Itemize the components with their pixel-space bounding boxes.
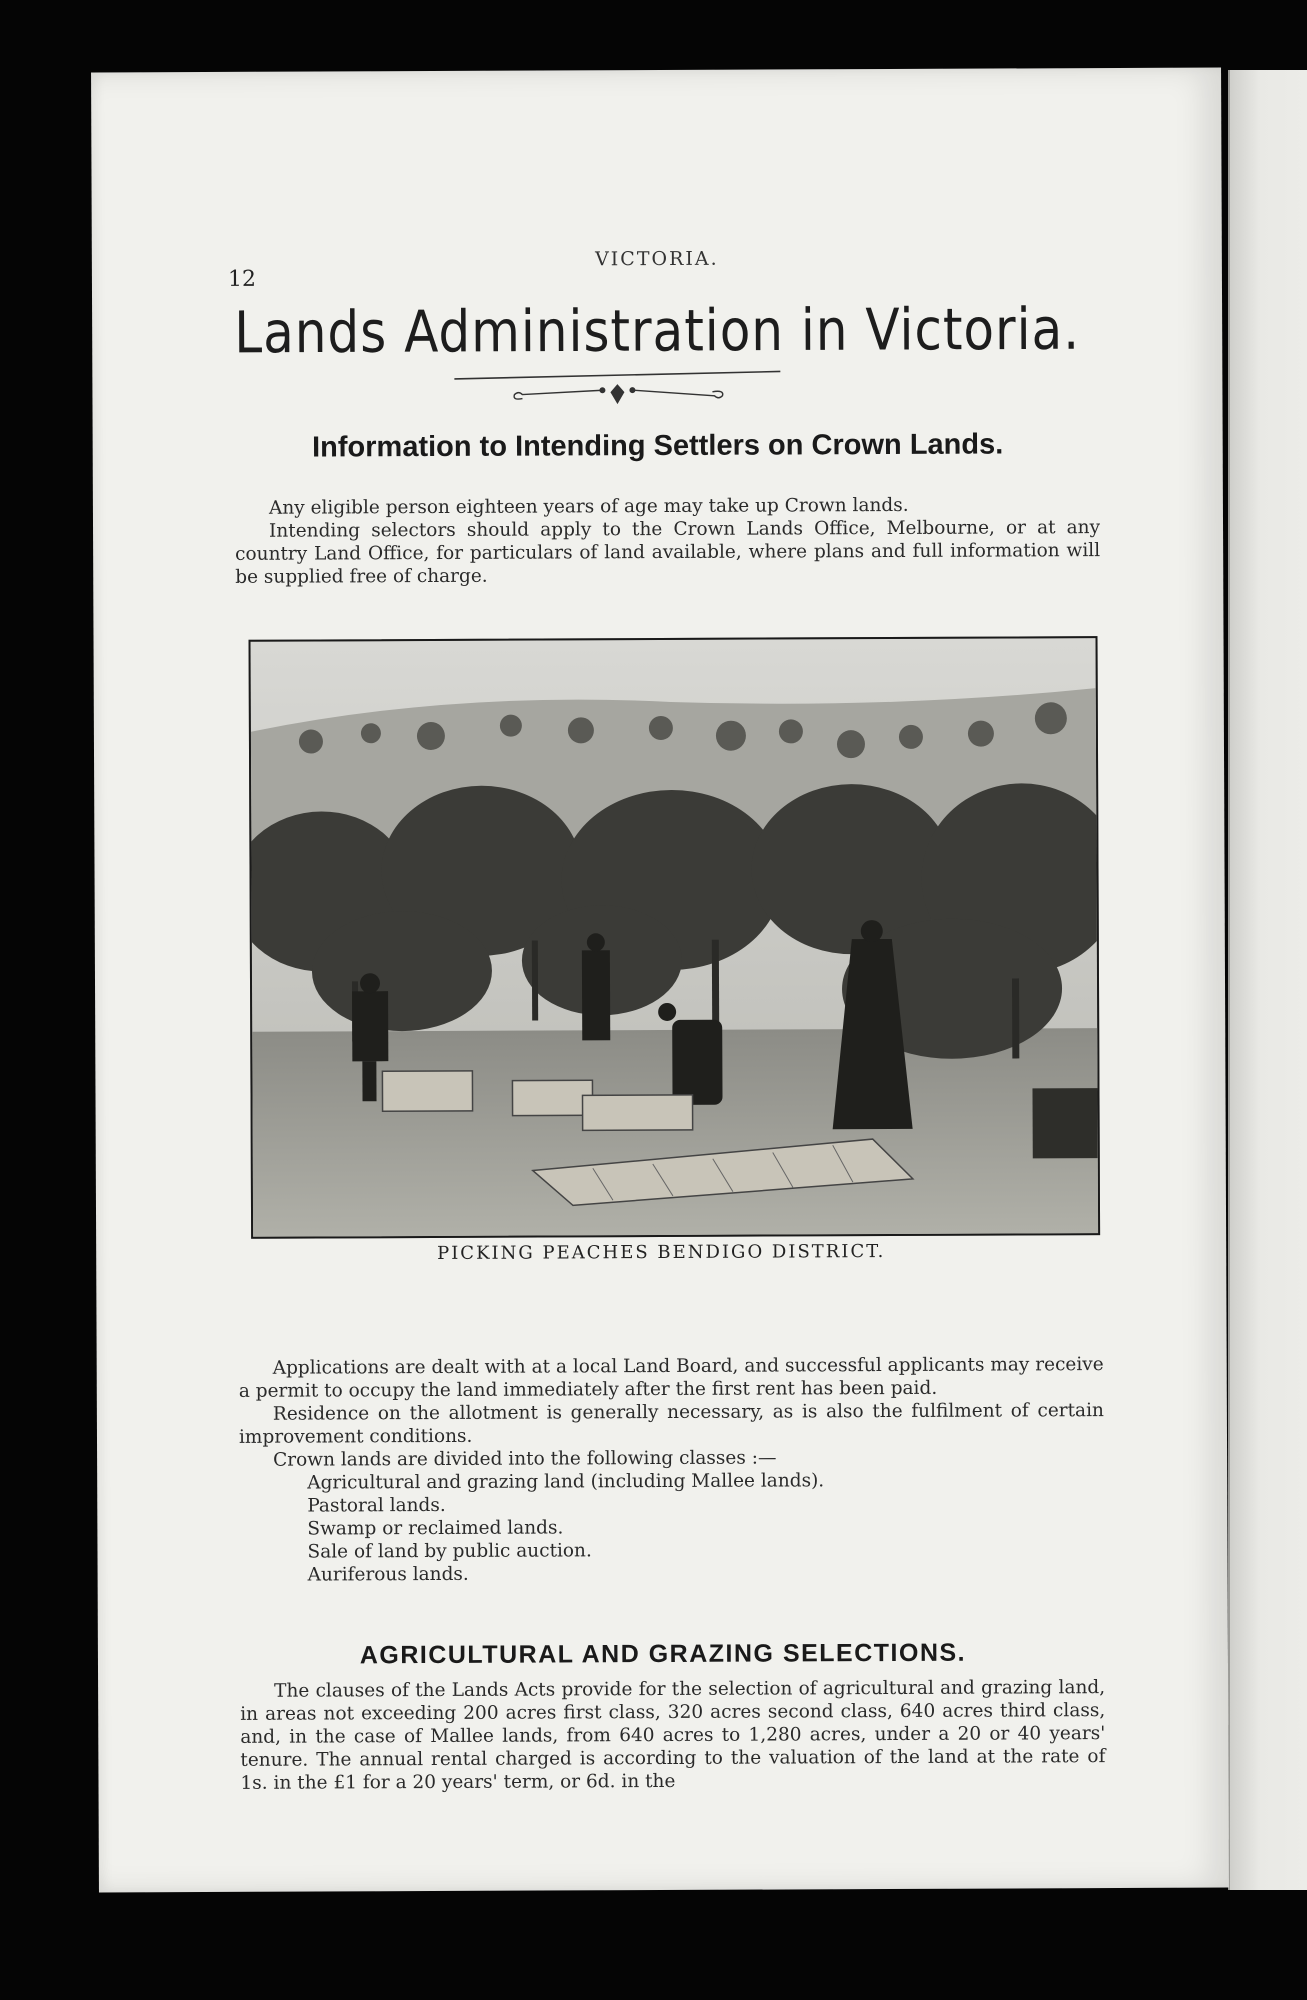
agricultural-text xyxy=(240,1676,1105,1795)
list-item: Swamp or reclaimed lands. xyxy=(307,1517,564,1540)
orchard-photograph xyxy=(249,636,1101,1239)
list-item: Agricultural and grazing land (including Mallee lands). xyxy=(307,1470,825,1494)
section-heading-agricultural: AGRICULTURAL AND GRAZING SELECTIONS. xyxy=(359,1638,967,1670)
page-title: Lands Administration in Victoria. xyxy=(234,295,1081,367)
paragraph: Applications are dealt with at a local Land Board, and successful applicants may receive a permit to occupy the land immediately after the first rent has been paid. xyxy=(238,1354,1104,1402)
list-item: Auriferous lands. xyxy=(307,1563,469,1586)
title-ornament xyxy=(452,369,782,420)
intro-text xyxy=(235,493,1100,589)
land-classes-list xyxy=(239,1468,1104,1587)
running-head: VICTORIA. xyxy=(595,247,719,271)
paragraph: Intending selectors should apply to the Crown Lands Office, Melbourne, or at any country Land Office, for particulars of land available, where plans and full information will be supplied free of charge. xyxy=(235,517,1101,588)
next-page-edge xyxy=(1228,70,1307,1890)
body-text xyxy=(239,1353,1105,1587)
paragraph: Any eligible person eighteen years of age may take up Crown lands. xyxy=(268,494,909,519)
section-heading-settlers: Information to Intending Settlers on Crown Lands. xyxy=(312,428,1004,464)
photo-caption: PICKING PEACHES BENDIGO DISTRICT. xyxy=(437,1241,886,1264)
paragraph: Residence on the allotment is generally necessary, as is also the fulfilment of certain improvement conditions. xyxy=(238,1400,1104,1448)
paragraph: Crown lands are divided into the following classes :— xyxy=(273,1447,777,1471)
list-item: Pastoral lands. xyxy=(307,1494,446,1517)
page-number: 12 xyxy=(227,266,256,292)
book-page xyxy=(91,68,1229,1893)
paragraph: The clauses of the Lands Acts provide for the selection of agricultural and grazing land, in areas not exceeding 200 acres first class, 320 acres second class, 640 acres third class, and, in the case of Mallee lands, from 640 acres to 1,280 acres, under a 20 or 40 years' tenure. The annual rental charged is according to the valuation of the land at the rate of 1s. in the £1 for a 20 years' term, or 6d. in the xyxy=(240,1677,1106,1794)
list-item: Sale of land by public auction. xyxy=(307,1540,592,1563)
